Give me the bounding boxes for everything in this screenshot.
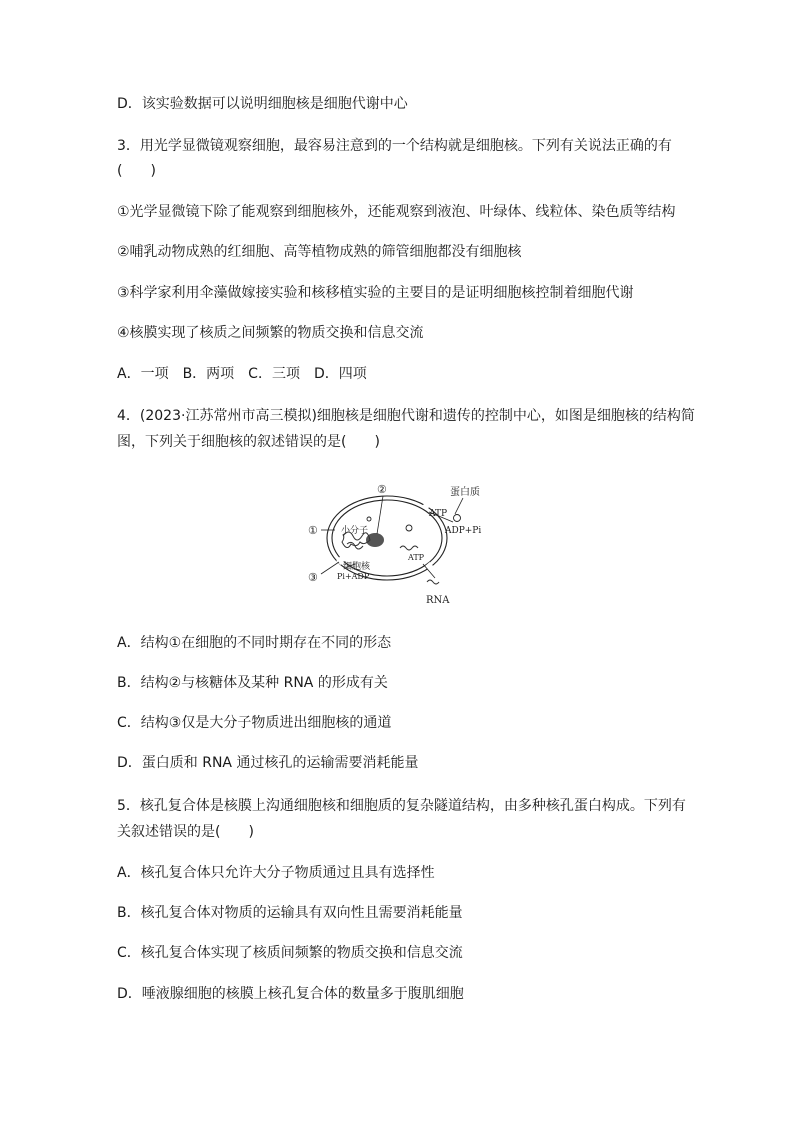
label-protein: 蛋白质 bbox=[450, 487, 480, 498]
q4-option-c: C．结构③仅是大分子物质进出细胞核的通道 bbox=[117, 715, 392, 731]
q3-stem-line2: ( ) bbox=[117, 163, 156, 179]
label-atp-top: ATP bbox=[429, 509, 448, 519]
q4-option-a: A．结构①在细胞的不同时期存在不同的形态 bbox=[117, 635, 392, 651]
q3-stem-line1: 3．用光学显微镜观察细胞，最容易注意到的一个结构就是细胞核。下列有关说法正确的有 bbox=[117, 138, 672, 154]
q3-statement-2: ②哺乳动物成熟的红细胞、高等植物成熟的筛管细胞都没有细胞核 bbox=[117, 244, 522, 260]
label-atp-inner: ATP bbox=[408, 553, 425, 562]
q5-option-d: D．唾液腺细胞的核膜上核孔复合体的数量多于腹肌细胞 bbox=[117, 986, 464, 1002]
rna-strand-inner bbox=[400, 546, 418, 550]
q5-option-b: B．核孔复合体对物质的运输具有双向性且需要消耗能量 bbox=[117, 905, 463, 921]
nucleus-diagram bbox=[305, 478, 495, 613]
label-adp-pi: ADP+Pi bbox=[445, 526, 482, 536]
label-n2: ② bbox=[377, 483, 387, 496]
leader-line-2 bbox=[377, 496, 383, 534]
q5-option-c: C．核孔复合体实现了核质间频繁的物质交换和信息交流 bbox=[117, 945, 463, 961]
q3-options: A．一项 B．两项 C．三项 D．四项 bbox=[117, 366, 367, 382]
label-pi-adp: Pi+ADP bbox=[337, 572, 370, 581]
label-nucleus: 细胞核 bbox=[343, 562, 371, 572]
protein-dot-outside bbox=[454, 515, 461, 522]
q3-statement-4: ④核膜实现了核质之间频繁的物质交换和信息交流 bbox=[117, 325, 424, 341]
q4-option-b: B．结构②与核糖体及某种 RNA 的形成有关 bbox=[117, 675, 388, 691]
label-small-molecule: 小分子 bbox=[341, 526, 369, 536]
q5-option-a: A．核孔复合体只允许大分子物质通过且具有选择性 bbox=[117, 865, 435, 881]
small-molecule-dot bbox=[367, 517, 371, 521]
leader-line-protein bbox=[455, 498, 463, 514]
rna-strand-outer bbox=[427, 580, 439, 584]
q5-stem-line1: 5．核孔复合体是核膜上沟通细胞核和细胞质的复杂隧道结构，由多种核孔蛋白构成。下列有 bbox=[117, 798, 686, 814]
label-rna: RNA bbox=[426, 595, 450, 606]
nuclear-pore-right bbox=[425, 562, 435, 572]
q4-stem-line1: 4．(2023·江苏常州市高三模拟)细胞核是细胞代谢和遗传的控制中心，如图是细胞核的结构简 bbox=[117, 408, 695, 424]
q3-statement-1: ①光学显微镜下除了能观察到细胞核外，还能观察到液泡、叶绿体、线粒体、染色质等结构 bbox=[117, 204, 676, 220]
q4-stem-line2: 图，下列关于细胞核的叙述错误的是( ) bbox=[117, 434, 380, 450]
protein-dot-inside bbox=[406, 525, 412, 531]
q4-option-d: D．蛋白质和 RNA 通过核孔的运输需要消耗能量 bbox=[117, 755, 419, 771]
q3-statement-3: ③科学家利用伞藻做嫁接实验和核移植实验的主要目的是证明细胞核控制着细胞代谢 bbox=[117, 285, 634, 301]
label-n1: ① bbox=[308, 524, 318, 537]
label-n3: ③ bbox=[308, 571, 318, 584]
q2-option-d: D．该实验数据可以说明细胞核是细胞代谢中心 bbox=[117, 96, 408, 112]
q5-stem-line2: 关叙述错误的是( ) bbox=[117, 824, 254, 840]
